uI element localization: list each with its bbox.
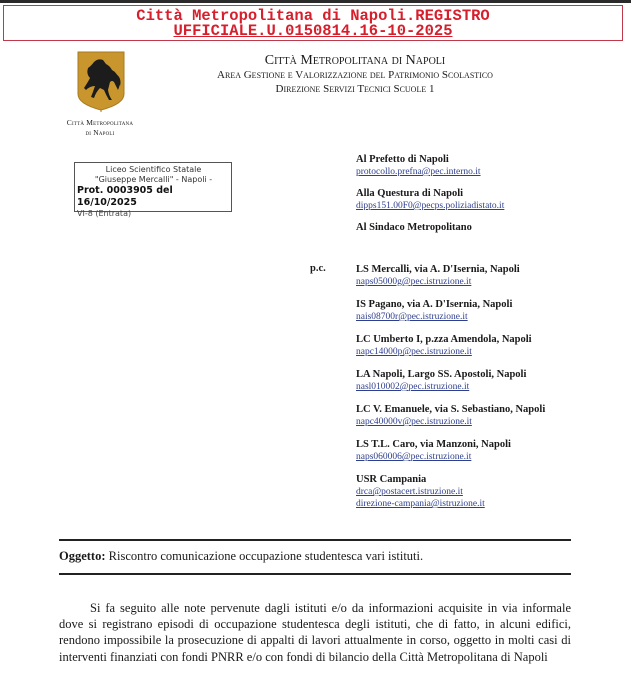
cc-item xyxy=(356,368,626,393)
cc-name: LA Napoli, Largo SS. Apostoli, Napoli xyxy=(356,369,527,380)
cc-item xyxy=(356,333,626,358)
cc-email-link[interactable]: nasl010002@pec.istruzione.it xyxy=(356,382,470,392)
cc-list xyxy=(356,263,626,520)
cc-email-link[interactable]: napc40000v@pec.istruzione.it xyxy=(356,417,472,427)
cc-name: USR Campania xyxy=(356,474,427,485)
subject-text: Riscontro comunicazione occupazione studentesca vari istituti. xyxy=(105,549,424,563)
cc-email-link[interactable]: nais08700r@pec.istruzione.it xyxy=(356,312,468,322)
cc-email-link[interactable]: drca@postacert.istruzione.it xyxy=(356,487,463,497)
recipient-item xyxy=(356,221,616,234)
protocol-school-line-2: "Giuseppe Mercalli" - Napoli - xyxy=(94,175,213,184)
cc-email-link[interactable]: napc14000p@pec.istruzione.it xyxy=(356,347,472,357)
logo-caption-line-1: Città Metropolitana xyxy=(66,118,134,127)
letterhead xyxy=(180,53,530,96)
recipients-list xyxy=(356,153,616,243)
cc-name: IS Pagano, via A. D'Isernia, Napoli xyxy=(356,299,513,310)
cc-item xyxy=(356,438,626,463)
registry-stamp xyxy=(3,5,623,41)
protocol-classification: VI-8 (Entrata) xyxy=(77,209,132,218)
protocol-box xyxy=(74,162,232,218)
cc-email-link[interactable]: naps05000g@pec.istruzione.it xyxy=(356,277,472,287)
cc-email-link-secondary[interactable]: direzione-campania@istruzione.it xyxy=(356,499,485,509)
cc-item xyxy=(356,263,626,288)
cc-item xyxy=(356,403,626,428)
subject-label: Oggetto: xyxy=(59,549,106,563)
cc-item xyxy=(356,298,626,323)
subject-rule-top xyxy=(59,539,571,541)
stamp-line-1: Città Metropolitana di Napoli.REGISTRO xyxy=(136,7,490,25)
top-border xyxy=(0,0,631,3)
cc-name: LC Umberto I, p.zza Amendola, Napoli xyxy=(356,334,532,345)
recipient-email-link[interactable]: protocollo.prefna@pec.interno.it xyxy=(356,167,481,177)
cc-name: LS Mercalli, via A. D'Isernia, Napoli xyxy=(356,264,520,275)
stamp-line-2: UFFICIALE.U.0150814.16-10-2025 xyxy=(173,22,453,40)
recipient-name: Al Prefetto di Napoli xyxy=(356,154,449,165)
recipient-name: Al Sindaco Metropolitano xyxy=(356,222,472,233)
rampant-horse-shield-icon xyxy=(76,50,126,112)
cc-name: LC V. Emanuele, via S. Sebastiano, Napoli xyxy=(356,404,546,415)
cc-label: p.c. xyxy=(310,263,326,274)
logo-caption-line-2: di Napoli xyxy=(85,128,115,137)
letterhead-area: Area Gestione e Valorizzazione del Patrimonio Scolastico xyxy=(217,69,493,81)
protocol-school-line-1: Liceo Scientifico Statale xyxy=(105,165,202,174)
subject-line xyxy=(59,549,423,564)
subject-rule-bottom xyxy=(59,573,571,575)
logo-caption xyxy=(40,118,160,138)
letterhead-direzione: Direzione Servizi Tecnici Scuole 1 xyxy=(275,83,435,95)
cc-name: LS T.L. Caro, via Manzoni, Napoli xyxy=(356,439,511,450)
recipient-item xyxy=(356,153,616,178)
letterhead-title: Città Metropolitana di Napoli xyxy=(264,53,446,68)
cc-item xyxy=(356,473,626,510)
letter-body xyxy=(59,600,571,665)
recipient-item xyxy=(356,187,616,212)
cc-email-link[interactable]: naps060006@pec.istruzione.it xyxy=(356,452,472,462)
body-paragraph: Si fa seguito alle note pervenute dagli istituti e/o da informazioni acquisite in via informale dove si registrano episodi di occupazione studentesca degli istituti, che di fatto, in alcuni edifici, rendono impossibile la prosecuzione di appalti di lavori attualmente in corso, oggetto in molti casi di interventi finanziati con fondi PNRR e/o con fondi di bilancio della Città Metropolitana di Napoli xyxy=(59,601,571,664)
protocol-number: Prot. 0003905 del 16/10/2025 xyxy=(77,185,173,208)
recipient-name: Alla Questura di Napoli xyxy=(356,188,464,199)
recipient-email-link[interactable]: dipps151.00F0@pecps.poliziadistato.it xyxy=(356,201,505,211)
